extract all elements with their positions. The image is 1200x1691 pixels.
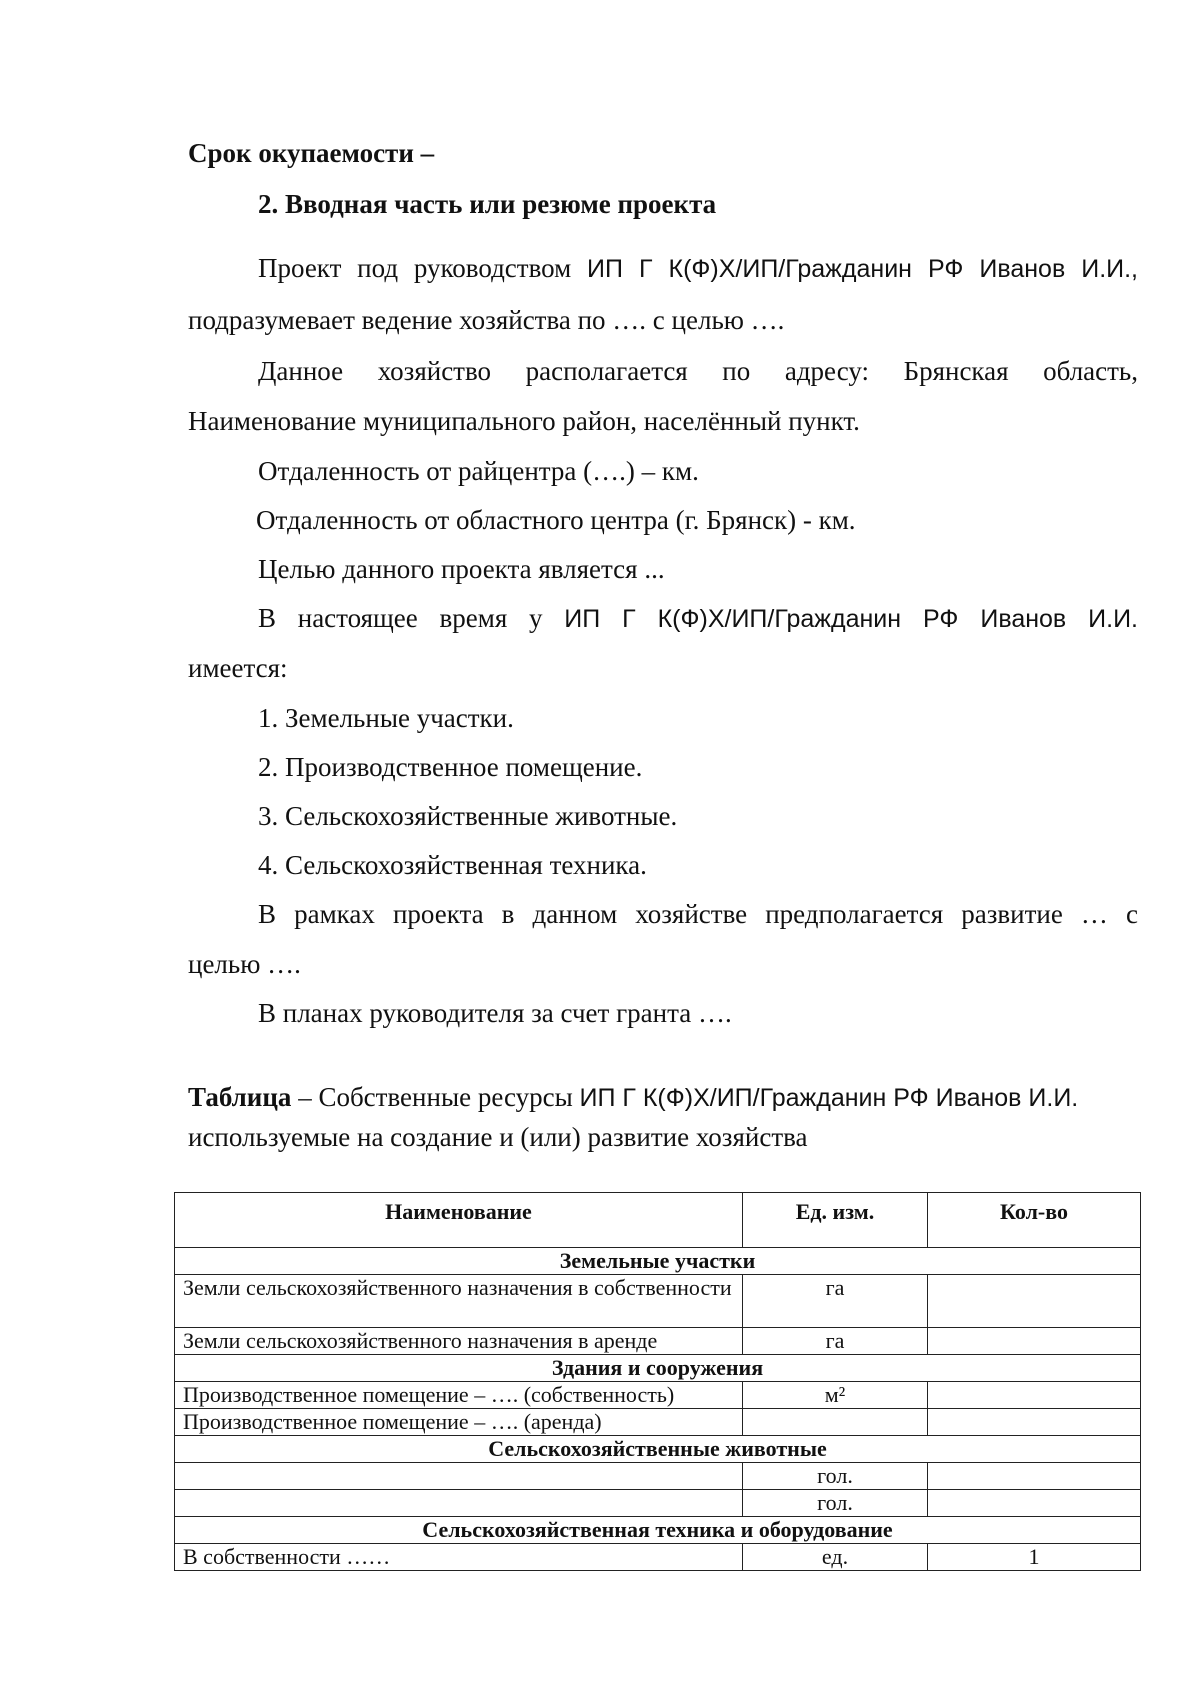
section-row-equipment: Сельскохозяйственная техника и оборудование	[175, 1517, 1141, 1544]
resources-table	[174, 1192, 1141, 1571]
paragraph-8: В планах руководителя за счет гранта ….	[258, 998, 732, 1028]
table-caption-line-1: Таблица – Собственные ресурсы ИП Г К(Ф)Х/ИП/Гражданин РФ Иванов И.И.	[188, 1082, 1079, 1112]
cell-qty	[928, 1463, 1141, 1490]
table-row	[175, 1382, 1141, 1409]
table-caption-line-2: используемые на создание и (или) развитие хозяйства	[188, 1122, 808, 1152]
cell-name: Производственное помещение – …. (аренда)	[175, 1409, 743, 1436]
section-row-animals: Сельскохозяйственные животные	[175, 1436, 1141, 1463]
paragraph-1-line-2: подразумевает ведение хозяйства по …. с целью ….	[188, 305, 785, 335]
cell-name: Земли сельскохозяйственного назначения в аренде	[175, 1328, 743, 1355]
paragraph-2-line-2: Наименование муниципального район, населённый пункт.	[188, 406, 860, 436]
paragraph-3: Отдаленность от райцентра (….) – км.	[258, 456, 699, 486]
cell-unit: га	[743, 1328, 928, 1355]
paragraph-6-line-1: В настоящее время у ИП Г К(Ф)Х/ИП/Гражданин РФ Иванов И.И.	[258, 603, 1138, 633]
paragraph-6-line-2: имеется:	[188, 653, 288, 683]
section-title: 2. Вводная часть или резюме проекта	[258, 189, 717, 219]
list-item: 3. Сельскохозяйственные животные.	[258, 801, 678, 831]
cell-unit: гол.	[743, 1490, 928, 1517]
cell-qty	[928, 1409, 1141, 1436]
cell-unit	[743, 1409, 928, 1436]
cell-qty	[928, 1490, 1141, 1517]
cell-unit: гол.	[743, 1463, 928, 1490]
table-row	[175, 1463, 1141, 1490]
paragraph-4: Отдаленность от областного центра (г. Брянск) - км.	[256, 505, 856, 535]
cell-qty	[928, 1382, 1141, 1409]
cell-qty: 1	[928, 1544, 1141, 1571]
section-row-land: Земельные участки	[175, 1248, 1141, 1275]
list-item: 1. Земельные участки.	[258, 703, 514, 733]
column-header-unit: Ед. изм.	[743, 1193, 928, 1248]
paragraph-7-line-1: В рамках проекта в данном хозяйстве предполагается развитие … с	[258, 899, 1138, 929]
list-item: 2. Производственное помещение.	[258, 752, 643, 782]
table-row	[175, 1409, 1141, 1436]
table-row	[175, 1275, 1141, 1328]
cell-name: В собственности ……	[175, 1544, 743, 1571]
list-item: 4. Сельскохозяйственная техника.	[258, 850, 647, 880]
cell-name: Земли сельскохозяйственного назначения в собственности	[175, 1275, 743, 1328]
cell-qty	[928, 1328, 1141, 1355]
table-row	[175, 1328, 1141, 1355]
table-row	[175, 1544, 1141, 1571]
cell-unit: ед.	[743, 1544, 928, 1571]
cell-unit: м²	[743, 1382, 928, 1409]
cell-name	[175, 1490, 743, 1517]
column-header-name: Наименование	[175, 1193, 743, 1248]
cell-qty	[928, 1275, 1141, 1328]
cell-name	[175, 1463, 743, 1490]
payback-heading: Срок окупаемости –	[188, 138, 435, 168]
table-row	[175, 1490, 1141, 1517]
section-row-buildings: Здания и сооружения	[175, 1355, 1141, 1382]
paragraph-5: Целью данного проекта является ...	[258, 554, 665, 584]
paragraph-1-line-1: Проект под руководством ИП Г К(Ф)Х/ИП/Гражданин РФ Иванов И.И.,	[258, 253, 1138, 283]
cell-unit: га	[743, 1275, 928, 1328]
paragraph-7-line-2: целью ….	[188, 949, 301, 979]
paragraph-2-line-1: Данное хозяйство располагается по адресу: Брянская область,	[258, 356, 1138, 386]
cell-name: Производственное помещение – …. (собственность)	[175, 1382, 743, 1409]
column-header-qty: Кол-во	[928, 1193, 1141, 1248]
